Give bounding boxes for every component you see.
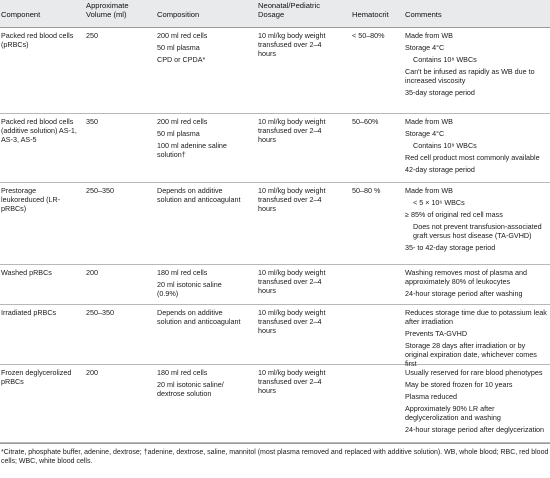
header-volume: Approximate Volume (ml) (86, 1, 129, 19)
comments-list (405, 31, 548, 100)
header-component: Component (1, 10, 41, 19)
composition-item: 50 ml plasma (157, 43, 200, 52)
comment-item: Made from WB (405, 31, 453, 40)
table-row (0, 27, 550, 114)
hematocrit-value: 50–80 % (352, 186, 381, 195)
dosage-value: 10 ml/kg body weight transfused over 2–4 hours (258, 186, 326, 213)
table-row (0, 113, 550, 183)
comments-list (405, 186, 548, 255)
dosage-value: 10 ml/kg body weight transfused over 2–4 hours (258, 117, 326, 144)
header-composition: Composition (157, 10, 200, 19)
component-name: Prestorage leukoreduced (LR-pRBCs) (1, 186, 61, 213)
comment-item: May be stored frozen for 10 years (405, 380, 513, 389)
composition-item: 200 ml red cells (157, 117, 208, 126)
composition-list (157, 31, 242, 67)
comment-item: Storage 28 days after irradiation or by original expiration date, whichever comes first (405, 341, 537, 368)
component-name: Frozen deglycerolized pRBCs (1, 368, 72, 386)
comments-list (405, 308, 548, 371)
composition-list (157, 186, 242, 207)
comment-item: Storage 4°C (405, 43, 445, 52)
comment-item: Usually reserved for rare blood phenotypes (405, 368, 543, 377)
table-row (0, 304, 550, 368)
table-header (0, 0, 550, 28)
composition-item: 200 ml red cells (157, 31, 208, 40)
comment-item: Red cell product most commonly available (405, 153, 540, 162)
comments-list (405, 117, 548, 177)
volume-value: 200 (86, 368, 98, 377)
composition-item: 180 ml red cells (157, 268, 208, 277)
volume-value: 250–350 (86, 308, 114, 317)
volume-value: 250 (86, 31, 98, 40)
comment-item: Contains 10⁸ WBCs (413, 55, 477, 64)
comment-item: Approximately 90% LR after deglycerolization and washing (405, 404, 501, 422)
dosage-value: 10 ml/kg body weight transfused over 2–4 hours (258, 31, 326, 58)
hematocrit-value: < 50–80% (352, 31, 385, 40)
comment-item: Prevents TA-GVHD (405, 329, 468, 338)
comment-item: Storage 4°C (405, 129, 445, 138)
dosage-value: 10 ml/kg body weight transfused over 2–4 hours (258, 268, 326, 295)
comment-item: 35-day storage period (405, 88, 475, 97)
table-footnote: *Citrate, phosphate buffer, adenine, dextrose; †adenine, dextrose, saline, mannitol (most plasma removed and replaced with additive solution). WB, whole blood; RBC, red blood cells; WBC, white blood cells. (1, 449, 549, 465)
comment-item: 35- to 42-day storage period (405, 243, 496, 252)
component-name: Packed red blood cells (pRBCs) (1, 31, 74, 49)
composition-item: 20 ml isotonic saline/ dextrose solution (157, 380, 224, 398)
composition-item: 100 ml adenine saline solution† (157, 141, 227, 159)
header-dosage: Neonatal/Pediatric Dosage (258, 1, 321, 19)
component-name: Washed pRBCs (1, 268, 52, 277)
comments-list (405, 368, 548, 437)
component-name: Packed red blood cells (additive solution) AS-1, AS-3, AS-5 (1, 117, 77, 144)
comment-item: Made from WB (405, 186, 453, 195)
header-hematocrit: Hematocrit (352, 10, 389, 19)
volume-value: 200 (86, 268, 98, 277)
hematocrit-value: 50–60% (352, 117, 379, 126)
comment-item: Can't be infused as rapidly as WB due to increased viscosity (405, 67, 535, 85)
dosage-value: 10 ml/kg body weight transfused over 2–4 hours (258, 368, 326, 395)
table-row (0, 182, 550, 265)
table-row (0, 364, 550, 443)
composition-list (157, 117, 242, 162)
comment-item: Washing removes most of plasma and approximately 80% of leukocytes (405, 268, 527, 286)
comment-item: Reduces storage time due to potassium leak after irradiation (405, 308, 547, 326)
dosage-value: 10 ml/kg body weight transfused over 2–4 hours (258, 308, 326, 335)
comment-item: Made from WB (405, 117, 453, 126)
comment-item: Contains 10⁸ WBCs (413, 141, 477, 150)
table-row (0, 264, 550, 305)
composition-list (157, 268, 242, 301)
composition-list (157, 308, 242, 329)
comment-item: < 5 × 10⁶ WBCs (413, 198, 465, 207)
comment-item: 24-hour storage period after washing (405, 289, 523, 298)
comments-list (405, 268, 548, 301)
composition-item: Depends on additive solution and anticoagulant (157, 186, 241, 204)
header-comments: Comments (405, 10, 442, 19)
comment-item: 42-day storage period (405, 165, 475, 174)
volume-value: 250–350 (86, 186, 114, 195)
comment-item: ≥ 85% of original red cell mass (405, 210, 503, 219)
composition-item: CPD or CPDA* (157, 55, 206, 64)
composition-item: 50 ml plasma (157, 129, 200, 138)
composition-item: 180 ml red cells (157, 368, 208, 377)
comment-item: 24-hour storage period after deglycerization (405, 425, 545, 434)
volume-value: 350 (86, 117, 98, 126)
comment-item: Does not prevent transfusion-associated graft versus host disease (TA-GVHD) (413, 222, 542, 240)
composition-list (157, 368, 242, 401)
comment-item: Plasma reduced (405, 392, 457, 401)
component-name: Irradiated pRBCs (1, 308, 57, 317)
composition-item: Depends on additive solution and anticoagulant (157, 308, 241, 326)
footnote-divider (0, 443, 550, 444)
composition-item: 20 ml isotonic saline (0.9%) (157, 280, 222, 298)
